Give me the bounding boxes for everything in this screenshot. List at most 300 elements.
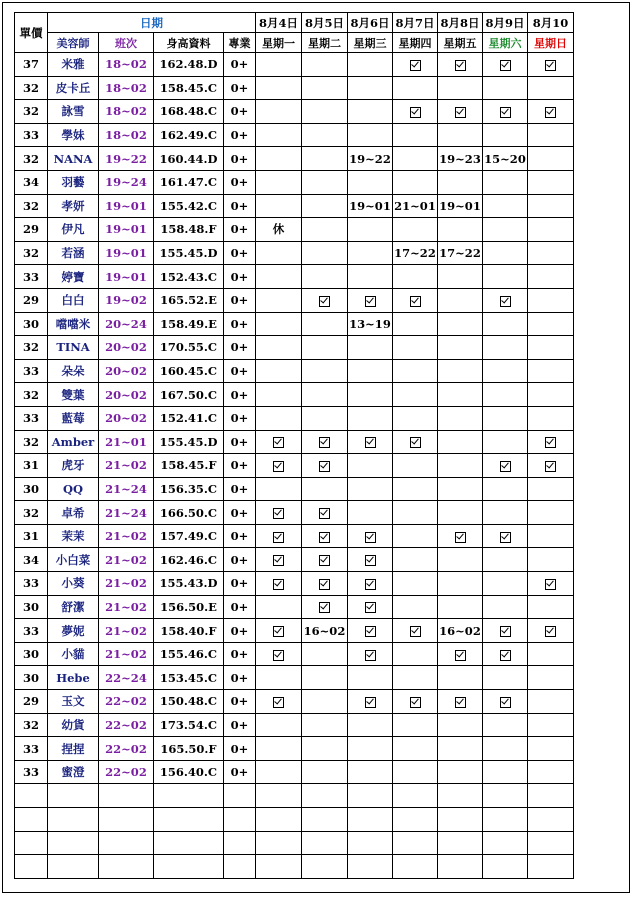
price-cell: 34 [15,548,48,572]
shift-cell: 21~02 [99,548,154,572]
shift-cell: 22~24 [99,666,154,690]
day-cell [348,642,393,666]
checkbox-checked-icon [545,461,556,472]
day-cell [256,383,302,407]
day-cell [483,760,528,784]
day-cell [483,359,528,383]
checkbox-checked-icon [273,437,284,448]
day-cell [302,194,348,218]
price-cell: 32 [15,194,48,218]
price-cell: 33 [15,265,48,289]
checkbox-checked-icon [319,437,330,448]
name-cell: 虎牙 [48,454,99,478]
empty-cell [483,808,528,832]
shift-cell: 21~02 [99,524,154,548]
day-cell [528,477,574,501]
day-cell [348,53,393,77]
shift-cell: 19~01 [99,194,154,218]
weekday-cell: 星期四 [393,33,438,53]
empty-cell [438,784,483,808]
day-cell [302,524,348,548]
info-cell: 165.50.F [154,737,224,761]
shift-cell: 19~01 [99,265,154,289]
day-cell [483,170,528,194]
day-cell [393,76,438,100]
day-cell [256,713,302,737]
checkbox-checked-icon [500,650,511,661]
checkbox-checked-icon [500,107,511,118]
day-cell [302,76,348,100]
name-cell: 夢妮 [48,619,99,643]
day-cell [483,100,528,124]
day-cell [302,690,348,714]
checkbox-checked-icon [319,579,330,590]
day-cell [256,265,302,289]
price-cell: 32 [15,241,48,265]
skill-cell: 0+ [224,760,256,784]
day-cell [528,454,574,478]
info-cell: 158.49.E [154,312,224,336]
day-cell [348,265,393,289]
table-row [15,76,574,100]
day-cell [256,312,302,336]
checkbox-checked-icon [455,107,466,118]
info-cell: 158.48.F [154,218,224,242]
checkbox-checked-icon [273,650,284,661]
day-cell [438,760,483,784]
name-cell: QQ [48,477,99,501]
day-cell [393,666,438,690]
day-cell [528,430,574,454]
day-cell [438,642,483,666]
day-cell [393,147,438,171]
empty-cell [302,784,348,808]
price-cell: 37 [15,53,48,77]
name-cell: 幼貨 [48,713,99,737]
day-cell [393,595,438,619]
day-cell [256,572,302,596]
day-cell: 21~01 [393,194,438,218]
empty-cell [348,784,393,808]
price-cell: 32 [15,383,48,407]
day-cell [483,406,528,430]
skill-cell: 0+ [224,383,256,407]
empty-cell [224,831,256,855]
price-cell: 33 [15,406,48,430]
day-cell [393,336,438,360]
weekday-cell: 星期五 [438,33,483,53]
checkbox-checked-icon [365,626,376,637]
empty-cell [302,831,348,855]
checkbox-checked-icon [410,296,421,307]
day-cell [393,406,438,430]
price-cell: 30 [15,595,48,619]
empty-cell [154,855,224,879]
info-cell: 155.45.D [154,430,224,454]
price-cell: 32 [15,336,48,360]
price-cell: 31 [15,454,48,478]
table-row [15,572,574,596]
day-cell [528,383,574,407]
table-row [15,619,574,643]
info-cell: 155.43.D [154,572,224,596]
day-cell [302,147,348,171]
day-cell [302,100,348,124]
price-cell: 32 [15,76,48,100]
empty-cell [438,855,483,879]
shift-cell: 21~24 [99,477,154,501]
weekday-saturday: 星期六 [483,33,528,53]
skill-cell: 0+ [224,147,256,171]
table-row [15,241,574,265]
name-cell: 藍莓 [48,406,99,430]
day-cell [256,336,302,360]
day-cell [438,524,483,548]
day-cell [256,430,302,454]
name-cell: 皮卡丘 [48,76,99,100]
empty-cell [483,855,528,879]
name-cell: Amber [48,430,99,454]
empty-cell [483,784,528,808]
checkbox-checked-icon [500,532,511,543]
info-cell: 156.50.E [154,595,224,619]
day-cell [256,100,302,124]
empty-cell [256,784,302,808]
table-row [15,501,574,525]
day-cell [528,123,574,147]
skill-cell: 0+ [224,359,256,383]
day-cell: 19~01 [438,194,483,218]
schedule-table [14,12,574,879]
day-cell [528,100,574,124]
empty-cell [224,808,256,832]
table-row [15,454,574,478]
table-row [15,218,574,242]
shift-cell: 21~02 [99,619,154,643]
table-row [15,194,574,218]
day-cell [302,737,348,761]
day-cell [438,312,483,336]
table-row [15,642,574,666]
day-cell [483,336,528,360]
checkbox-checked-icon [500,461,511,472]
skill-cell: 0+ [224,642,256,666]
day-cell [528,501,574,525]
empty-cell [393,784,438,808]
name-cell: 孝妍 [48,194,99,218]
checkbox-checked-icon [455,650,466,661]
name-cell: 茉茉 [48,524,99,548]
empty-cell [48,855,99,879]
name-cell: 朵朵 [48,359,99,383]
header-row-columns [15,33,574,53]
day-cell [256,666,302,690]
shift-cell: 19~22 [99,147,154,171]
shift-cell: 21~02 [99,642,154,666]
table-row [15,548,574,572]
price-cell: 30 [15,642,48,666]
day-cell [393,572,438,596]
empty-cell [528,784,574,808]
checkbox-checked-icon [410,626,421,637]
day-cell [302,123,348,147]
checkbox-checked-icon [273,626,284,637]
day-cell [256,524,302,548]
day-cell [256,147,302,171]
day-cell: 17~22 [438,241,483,265]
day-cell [483,477,528,501]
day-cell [483,123,528,147]
skill-column-header: 專業 [224,33,256,53]
info-cell: 160.45.C [154,359,224,383]
day-cell [393,383,438,407]
day-cell [393,100,438,124]
name-cell: 羽藝 [48,170,99,194]
empty-row [15,784,574,808]
day-cell [528,76,574,100]
empty-cell [393,831,438,855]
skill-cell: 0+ [224,595,256,619]
shift-cell: 19~02 [99,288,154,312]
empty-cell [48,831,99,855]
day-cell [483,454,528,478]
skill-cell: 0+ [224,619,256,643]
day-cell [302,359,348,383]
empty-cell [528,855,574,879]
empty-cell [154,808,224,832]
table-row [15,170,574,194]
day-cell [393,642,438,666]
info-cell: 155.46.C [154,642,224,666]
day-cell [256,76,302,100]
info-column-header: 身高資料 [154,33,224,53]
checkbox-checked-icon [545,626,556,637]
day-cell [438,501,483,525]
day-cell [302,53,348,77]
day-cell [483,501,528,525]
day-cell: 19~01 [348,194,393,218]
name-cell: 噹噹米 [48,312,99,336]
day-cell [438,265,483,289]
shift-cell: 22~02 [99,690,154,714]
day-cell [348,170,393,194]
info-cell: 167.50.C [154,383,224,407]
day-cell [348,572,393,596]
checkbox-checked-icon [500,60,511,71]
price-cell: 32 [15,430,48,454]
empty-cell [15,808,48,832]
day-cell [348,383,393,407]
date-cell: 8月6日 [348,13,393,33]
day-cell [393,548,438,572]
day-cell [348,123,393,147]
day-cell [438,359,483,383]
day-cell [528,713,574,737]
price-cell: 30 [15,312,48,336]
day-cell [528,690,574,714]
day-cell [438,336,483,360]
empty-cell [438,831,483,855]
day-cell [348,218,393,242]
day-cell [256,454,302,478]
skill-cell: 0+ [224,336,256,360]
day-cell [348,430,393,454]
info-cell: 162.49.C [154,123,224,147]
name-cell: 蜜澄 [48,760,99,784]
checkbox-checked-icon [319,461,330,472]
shift-cell: 18~02 [99,76,154,100]
info-cell: 155.45.D [154,241,224,265]
table-row [15,147,574,171]
info-cell: 153.45.C [154,666,224,690]
day-cell [302,642,348,666]
day-cell [256,359,302,383]
day-cell [483,524,528,548]
skill-cell: 0+ [224,312,256,336]
shift-cell: 20~02 [99,359,154,383]
empty-cell [99,808,154,832]
skill-cell: 0+ [224,170,256,194]
day-cell [393,170,438,194]
checkbox-checked-icon [273,461,284,472]
shift-cell: 21~24 [99,501,154,525]
day-cell [348,760,393,784]
day-cell [348,100,393,124]
checkbox-checked-icon [365,555,376,566]
skill-cell: 0+ [224,430,256,454]
day-cell [348,524,393,548]
empty-cell [256,808,302,832]
day-cell [438,76,483,100]
day-cell [302,713,348,737]
day-cell [438,572,483,596]
day-cell [393,737,438,761]
empty-row [15,855,574,879]
day-cell [302,218,348,242]
name-cell: 小葵 [48,572,99,596]
skill-cell: 0+ [224,524,256,548]
day-cell: 16~02 [302,619,348,643]
skill-cell: 0+ [224,194,256,218]
empty-cell [224,855,256,879]
name-cell: 米雅 [48,53,99,77]
name-cell: 若涵 [48,241,99,265]
day-cell [393,454,438,478]
checkbox-checked-icon [410,697,421,708]
checkbox-checked-icon [545,107,556,118]
checkbox-checked-icon [319,532,330,543]
empty-cell [224,784,256,808]
day-cell: 15~20 [483,147,528,171]
name-cell: 卓希 [48,501,99,525]
day-cell [393,123,438,147]
checkbox-checked-icon [365,437,376,448]
weekday-cell: 星期一 [256,33,302,53]
day-cell [438,454,483,478]
header-row-dates [15,13,574,33]
checkbox-checked-icon [365,650,376,661]
day-cell [393,430,438,454]
info-cell: 162.46.C [154,548,224,572]
checkbox-checked-icon [545,579,556,590]
table-row [15,265,574,289]
day-cell [528,241,574,265]
price-cell: 33 [15,619,48,643]
day-cell [302,548,348,572]
skill-cell: 0+ [224,100,256,124]
day-cell [302,595,348,619]
day-cell [393,760,438,784]
day-cell [483,218,528,242]
day-cell [348,454,393,478]
name-cell: 捏捏 [48,737,99,761]
day-cell [483,642,528,666]
day-cell [393,713,438,737]
day-cell [528,53,574,77]
date-cell: 8月9日 [483,13,528,33]
checkbox-checked-icon [273,532,284,543]
day-cell [483,690,528,714]
day-cell [438,737,483,761]
table-row [15,477,574,501]
day-cell [348,477,393,501]
checkbox-checked-icon [319,555,330,566]
day-cell [438,288,483,312]
day-cell [348,595,393,619]
empty-cell [256,855,302,879]
table-row [15,713,574,737]
info-cell: 162.48.D [154,53,224,77]
date-cell: 8月4日 [256,13,302,33]
name-cell: 詠雪 [48,100,99,124]
day-cell [528,170,574,194]
shift-cell: 19~01 [99,218,154,242]
day-cell [302,170,348,194]
info-cell: 173.54.C [154,713,224,737]
empty-cell [302,855,348,879]
day-cell [348,288,393,312]
skill-cell: 0+ [224,454,256,478]
weekday-cell: 星期二 [302,33,348,53]
day-cell [438,406,483,430]
checkbox-checked-icon [545,60,556,71]
day-cell [483,430,528,454]
day-cell: 19~23 [438,147,483,171]
info-cell: 158.40.F [154,619,224,643]
empty-cell [15,855,48,879]
checkbox-checked-icon [365,697,376,708]
day-cell [256,406,302,430]
skill-cell: 0+ [224,477,256,501]
day-cell [393,524,438,548]
name-cell: 伊凡 [48,218,99,242]
day-cell [483,383,528,407]
info-cell: 158.45.C [154,76,224,100]
day-cell [438,595,483,619]
day-cell [528,147,574,171]
checkbox-checked-icon [455,60,466,71]
day-cell [528,288,574,312]
day-cell [256,737,302,761]
empty-cell [348,855,393,879]
shift-cell: 21~02 [99,572,154,596]
day-cell [528,265,574,289]
day-cell [528,406,574,430]
info-cell: 156.35.C [154,477,224,501]
day-cell [528,359,574,383]
empty-cell [528,831,574,855]
checkbox-checked-icon [455,532,466,543]
